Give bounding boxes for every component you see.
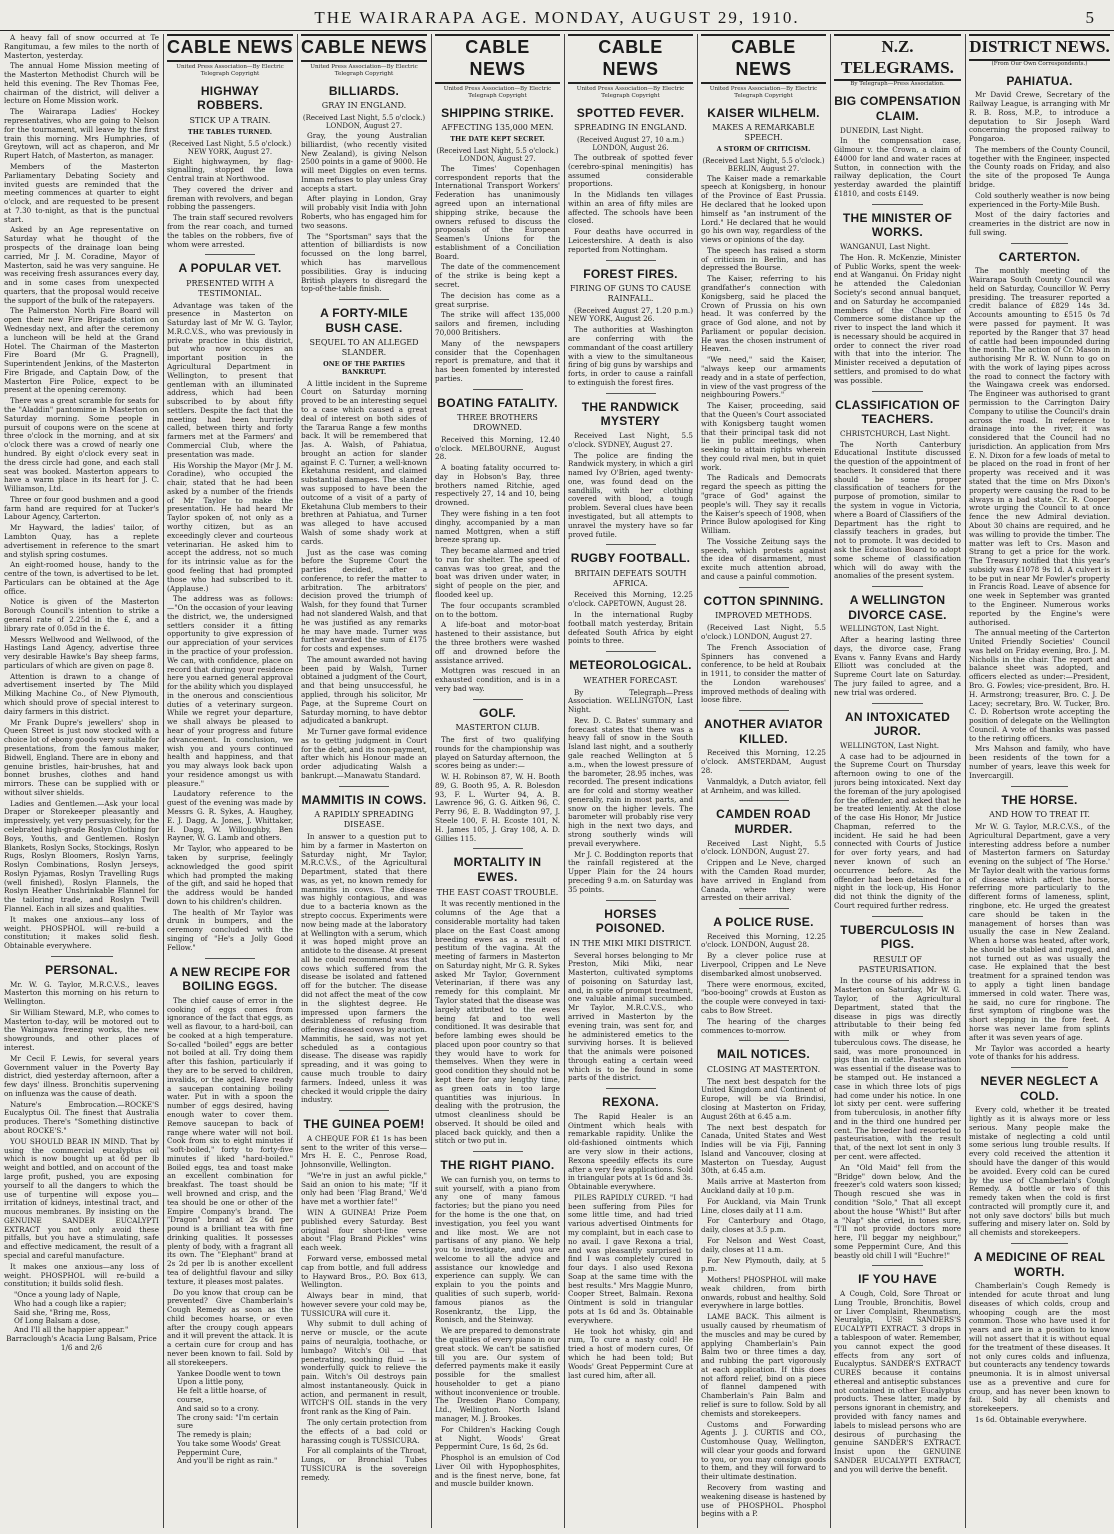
article-subheading: SPREADING IN ENGLAND. (574, 123, 687, 133)
article-dateline: (Received Last Night, 5.5 o'clock.) LONDON, August 27. (436, 146, 559, 164)
article-headline: AN INTOXICATED JUROR. (844, 709, 951, 739)
column-district-news (969, 34, 1110, 1528)
article-paragraph: The authorities at Washington are conferring with the commandant of the coast artillery with a view to the simultaneous firing of big guns by warships and forts, in order to cause a rainfall to extinguish the forest fires. (568, 325, 693, 387)
news-paragraph: Asked by an Age representative on Saturday what he thought of the prospects of the drainage loan being carried, Mr J. M. Coradine, Mayor of Masterton, said he was very sanguine. He was receiving fresh assurances every day, and in some cases from unexpected quarters, that the proposal would receive the support of the bulk of the ratepayers. (4, 225, 159, 305)
article-paragraph: For all complaints of the Throat, Lungs, or Bronchial Tubes TUSSICURA is the sovereign remedy. (301, 1446, 427, 1482)
column-cable-news-1 (167, 34, 293, 1528)
article-paragraph: Why submit to dull aching of nerve or muscle, or the acute pains of neuralgia, toothache, or lumbago? Witch's Oil — that penetrating, soothing fluid — is wonderfully quick to relieve the pain. Witch's Oil destroys pain almost instantaneously. Quick in action, and permanent in result, WITCH'S OIL stands in the very front rank as the King of Pain. (301, 1319, 427, 1417)
article-headline: KAISER WILHELM. (707, 105, 820, 120)
verse-line: And I'll all the happier appear." (14, 1325, 129, 1335)
article-paragraph: Phosphol is an emulsion of Cod Liver Oil with Hypophosphites, and is the finest nerve, bone, fat and muscle builder known. (435, 1453, 560, 1489)
section-separator (339, 1110, 389, 1111)
section-separator (1011, 1067, 1067, 1068)
article-paragraph: Received this Morning, 12.40 o'clock. MELBOURNE, August 28. (435, 434, 560, 462)
section-banner: CABLE NEWS (301, 34, 427, 62)
article-paragraph: The "Sportsman" says that the attention of billiardists is now focussed on the long barrel, which has marvellous possibilities. Gray is inducing British players to disregard the top-of-the-table finish. (301, 231, 427, 294)
section-separator (473, 389, 523, 390)
article-headline: BIG COMPENSATION CLAIM. (834, 94, 961, 123)
article-paragraph: They covered the driver and fireman with revolvers, and began robbing the passengers. (167, 184, 293, 212)
news-paragraph: Sir William Steward, M.P., who comes to Masterton to-day, will be motored out to the Waingawa freezing works, the new showgrounds, and other places of interest. (4, 1007, 159, 1052)
article-paragraph: Advantage was taken of the presence in Masterton on Saturday last of Mr W. G. Taylor, M.R.C.V.S., who was previously in private practice in this district, but who now occupies an important position in the Agricultural Department in Wellington, to present that gentleman with an illuminated address, which had been subscribed to by about fifty settlers. Despite the fact that the meeting had been hurriedly called, between thirty and forty farmers met at the Farmers' and Commercial Club, where the presentation was made. (167, 300, 293, 459)
article-paragraph: The Kaiser, proceeding, said that the Queen's Court associated with Konigsberg taught women that their principal task did not lie in public meetings, when seeking to attain rights wherein they could rival men, but in quiet work. (701, 401, 826, 472)
article-paragraph: W. H. Robinson 87, W. H. Booth 89, G. Booth 95, A. R. Bolesdon 93, F. L. Wurter 94, A. B. Lawrence 96, G. G. Aitken 96, C. Perry 96, E. B. Waddington 97, J. Steele 100, F. H. Ecoste 101, N. H. James 105, J. Gray 108, A. D. Gillies 115. (435, 772, 560, 843)
article-paragraph: After playing in London, Gray will probably visit India with John Roberts, who has engaged him for two seasons. (301, 194, 427, 230)
article-paragraph: Many of the newspapers consider that the Copenhagen report is premature, and that it has been fomented by interested parties. (435, 338, 560, 383)
verse-line: Upon a little pony, (177, 1377, 244, 1387)
article-paragraph: A boating fatality occurred to-day in Hobson's Bay, three brothers named Ritchie, aged respectively 27, 14 and 10, being drowned. (435, 463, 560, 508)
article-headline: FOREST FIRES. (583, 266, 678, 281)
verse-line: And said so to a crony. (177, 1403, 260, 1413)
article-paragraph: Received Last Night, 5.5 o'clock. SYDNEY, August 27. (568, 430, 693, 449)
article-paragraph: The annual meeting of the Carterton United Friendly Societies' Council was held on Friday evening, Bro. J. M. Nicholls in the chair. The report and balance sheet was adopted, and officers elected as under:—President, Bro. G. Fowles; vice-president, Bro. H. H. Armstrong; treasurer, Bro. C. J. De Lacey; secretary, Bro. W. Tucker, Bro. C. D. Robertson wrote accepting the position of delegate on the Wellington Council. A vote of thanks was passed to the retiring officers. (969, 628, 1110, 743)
article-paragraph: WELLINGTON, Last Night. (840, 740, 940, 750)
section-banner: CABLE NEWS (435, 34, 560, 84)
article-subheading: THREE BROTHERS DROWNED. (457, 413, 538, 433)
article-paragraph: The decision has come as a great surprise. (435, 290, 560, 309)
news-paragraph: Messrs Wellwood and Wellwood, of the Hastings Land Agency, advertise three very desirable Hawke's Bay sheep farms, particulars of which are given on page 8. (4, 634, 159, 670)
article-paragraph: Do you know that croup can be prevented? Give Chamberlain's Cough Remedy as soon as the child becomes hoarse, or even after the croupy cough appears and it will prevent the attack. It is a certain cure for croup and has never been known to fail. Sold by all storekeepers. (167, 1287, 293, 1367)
article-paragraph: DUNEDIN, Last Night. (840, 125, 924, 135)
article-paragraph: Just as the case was coming before the Supreme Court the parties decided, after a conference, to refer the matter to arbitration. The arbitrators' decision proved the triumph of Walsh, for they found that Turner had not slandered Walsh, and that he was justified as any remarks he may have made. Turner was further awarded the sum of £175 for costs and expenses. (301, 547, 427, 654)
verse-line: And you'll be right as rain." (177, 1456, 278, 1466)
article-paragraph: A little incident in the Supreme Court on Saturday morning proved to be an interesting sequel to a case which caused a great deal of interest on both sides of the Tararua Range a few months back. It will be remembered that Jas. A. Walsh, of Pahiatua, brought an action for slander against F. C. Turner, a well-known Eketahuna resident, and claimed substantial damages. The slander was supposed to have been the outcome of a visit of a party of Eketahuna Club members to their brethren at Pahiatua, and Turner was alleged to have accused Walsh of some shady work at cards. (301, 378, 427, 546)
article-subheading: IN THE MIKI MIKI DISTRICT. (569, 938, 692, 948)
article-paragraph: Received this Morning, 12.25 o'clock. CAPETOWN, August 28. (568, 590, 693, 609)
article-paragraph: The health of Mr Taylor was drunk in bumpers, and the ceremony concluded with the singing of "He's a Jolly Good Fellow." (167, 907, 293, 952)
section-separator (205, 254, 255, 255)
article-paragraph: The Vossiche Zeitung says the speech, which protests against the idea of disarmament, must excite much attention abroad, and cause a painful commotion. (701, 536, 826, 582)
article-paragraph: Chamberlain's Cough Remedy is intended for acute throat and lung diseases of which colds, croup and whooping cough are the most common. Those who have used it for years and are in a position to know will not assert that it is without equal for the treatment of these diseases. It not only cures colds and influenza, but counteracts any tendency towards pneumonia. It is in almost universal use as a preventive and cure for croup, and has never been known to fail. Sold by all chemists and storekeepers. (969, 1281, 1110, 1414)
article-headline: NEVER NEGLECT A COLD. (980, 1074, 1099, 1103)
section-banner: CABLE NEWS (167, 34, 293, 62)
article-paragraph: For Auckland, via Main Trunk Line, closes daily at 11 a.m. (701, 1196, 826, 1215)
verse-line: Yankee Doodle went to town (177, 1368, 281, 1378)
section-separator (739, 908, 789, 909)
section-separator (473, 1151, 523, 1152)
article-headline: THE RANDWICK MYSTERY (581, 399, 680, 429)
section-separator (606, 393, 656, 394)
article-paragraph: The French Association of Spinners has convened a conference, to be held at Roubaix in 1911, to consider the matter of the London warehouses' improved methods of dealing with loose fibre. (701, 642, 826, 705)
article-paragraph: The outbreak of spotted fever (cerebro-spinal meningitis) has assumed considerable proportions. (568, 152, 693, 189)
article-subheading: RESULT OF PASTEURISATION. (858, 954, 937, 974)
news-paragraph: The annual Home Mission meeting of the Masterton Methodist Church will be held this evening. The Rev Thomas Fee, chairman of the district, will deliver a lecture on Home Mission work. (4, 61, 159, 106)
article-paragraph: A CHEQUE FOR £1 1s has been sent to the writer of this verse—Mrs H. E. C., Penrose Road, Johnsonville, Wellington. (301, 1133, 427, 1170)
article-paragraph: In the course of his address in Masterton on Saturday, Mr W. G. Taylor, of the Agricultural Department, stated that the disease in pigs was directly attributable to their being fed with milk or whey from tuberculous cows. The disease, he said, was more pronounced in pigs than in cattle. Pasteurisation was essential if the disease was to be stamped out. He instanced a case in which three lots of pigs had come under his notice. In one lot sixty per cent. were suffering from tuberculosis, in another fifty and in the third one hundred per cent. The breeder had resorted to pasteurisation, with the result that, of the next lot sent in only 3 per cent. were affected. (834, 976, 961, 1162)
news-paragraph: Ladies and Gentlemen.—Ask your local Draper or Storekeeper pleasantly and impressively, yet very persuasively, for the celebrated high-grade Roslyn Clothing for Boys, Youths, and Gentlemen. Roslyn Blankets, Roslyn Socks, Stockings, Roslyn Rugs, Roslyn Bloomers, Roslyn Yarns, Roslyn Combinations, Roslyn Jerseys, Roslyn Pyjamas, Roslyn Travelling Rugs (well finished), Roslyn Flannels, the Roslyn Heather Unshrinkable Flannel for the tailoring trade, and Roslyn Twill Flannel. Each in all sizes and qualities. (4, 798, 159, 913)
article-paragraph: Customs and Forwarding Agents J. J. CURTIS and CO., Customhouse Quay, Wellington, will clear your goods and forward to you, or you may consign goods to them, and they will forward to their ultimate destination. (701, 1419, 826, 1482)
article-paragraph: The first of two qualifying rounds for the championship was played on Saturday afternoon, the scores being as under:— (435, 735, 560, 771)
section-separator (872, 703, 923, 704)
article-paragraph: WANGANUI, Last Night. (840, 242, 931, 252)
press-credit: United Press Association—By Electric Telegraph Copyright (176, 63, 284, 77)
article-paragraph: We can furnish you, on terms to suit yourself, with a piano from any one of many famous factories; but the piano you need for the home is the one that, on investigation, you feel you want and like most. We are not partisans of any piano. We help you to investigate, and you are welcome to all the advice and assistance our knowledge and experience can supply. We can explain to you the points and qualities of such superb, world-famous pianos as the Rosenkrantz, the Lipp, the Ronisch, and the Steinway. (435, 1174, 560, 1325)
section-separator (339, 299, 389, 300)
section-banner: CABLE NEWS (701, 34, 826, 84)
article-paragraph: The Kaiser made a remarkable speech at Konigsberg, in honour of the Province of East Prussia. He declared that he looked upon himself as "an instrument of the Lord." He declared that he would go his own way, regardless of the views or opinions of the day. (701, 173, 826, 245)
article-headline: THE MINISTER OF WORKS. (842, 210, 953, 240)
column-rule (297, 34, 298, 1528)
article-subheading: SEQUEL TO AN ALLEGED SLANDER. (309, 338, 419, 358)
column-rule (697, 34, 698, 1528)
article-paragraph: (Received Last Night, 5.5 o'clock.) LONDON, August 27. (701, 623, 826, 641)
article-subheading: MAKES A REMARKABLE SPEECH. (712, 123, 815, 142)
article-kicker: THE TABLES TURNED. (187, 127, 273, 136)
article-paragraph: Most of the dairy factories and creameries in the district are now in full swing. (969, 210, 1110, 237)
article-headline: THE HORSE. (1001, 792, 1078, 807)
article-paragraph: Recovery from wasting and weakening disease is hastened by use of PHOSPHOL. Phosphol begins with a P. (701, 1483, 826, 1519)
article-dateline: (Received August 27, 10 a.m.) LONDON, August 26. (577, 135, 684, 153)
article-headline: A POPULAR VET. (178, 261, 282, 276)
article-paragraph: Four deaths have occurred in Leicestershire. A death is also reported from Nottingham. (568, 227, 693, 254)
verse-line: The crony said: "I'm certain sure (177, 1412, 279, 1431)
section-banner: N.Z. TELEGRAMS. (834, 34, 961, 81)
article-paragraph: WIN A GUINEA! Prize Poem published every Saturday. Best original four short-line verse about "Flag Brand Pickles" wins each week. (301, 1208, 427, 1253)
article-paragraph: After a hearing lasting three days, the divorce case, Frang Evans v. Fanny Evans and Hardy Elliott was concluded at the Supreme Court late on Saturday. The jury failed to agree, and a new trial was ordered. (834, 635, 961, 697)
article-dateline: (Received Last Night, 5.5 o'clock.) NEW YORK, August 27. (168, 139, 292, 157)
article-subheading: CLOSING AT MASTERTON. (706, 1064, 821, 1074)
news-paragraph: The Palmerston North Fire Board will open their new Fire Brigade station on Wednesday next, and after the ceremony a luncheon will be held at the Grand Hotel. The Chairman of the Masterton Fire Board (Mr G. Pragnell), Superintendent Jenkins, of the Masterton Fire Brigade, and Captain Dow, of the Masterton Fire Police, expect to be present at the opening ceremony. (4, 306, 159, 395)
section-banner: DISTRICT NEWS. (969, 34, 1110, 61)
masthead-title: THE WAIRARAPA AGE. MONDAY, AUGUST 29, 1910. (314, 8, 800, 27)
news-paragraph: Attention is drawn to a change of advertisement inserted by The Mild Milking Machine Co., of New Plymouth, which should prove of special interest to dairy farmers in this district. (4, 671, 159, 716)
section-separator (1011, 1243, 1067, 1244)
section-banner: CABLE NEWS (568, 34, 693, 84)
section-separator (473, 699, 523, 700)
article-paragraph: Every cold, whether it be treated lightly as it is always more or less serious. Many people make the mistake of neglecting a cold until some serious lung trouble results. If every cold received the attention it should have the danger of this would be avoided. Every cold can be cured by the use of Chamberlain's Cough Remedy. A bottle or two of this remedy taken when the cold is first contracted will promptly cure it, and not only save doctors' bills but much suffering and misery later on. Sold by all chemists and storekeepers. (969, 1105, 1110, 1238)
news-paragraph: Mr Cecil F. Lewis, for several years Government valuer in the Poverty Bay district, died yesterday afternoon, after a few days' illness. Bronchitis supervening on influenza was the cause of death. (4, 1053, 159, 1098)
article-paragraph: Received this Morning, 12.25 o'clock. LONDON, August 28. (701, 931, 826, 950)
article-kicker: A STORM OF CRITICISM. (716, 144, 811, 153)
article-headline: IF YOU HAVE (858, 1272, 937, 1287)
article-paragraph: The four occupants scrambled on to the bottom. (435, 600, 560, 619)
article-paragraph: The next best despatch for the United Kingdom and Continent of Europe, will be via Brindisi, closing at Masterton on Friday, August 26th at 6.45 a.m. (701, 1076, 826, 1121)
column-rule (965, 34, 966, 1528)
article-headline: METEOROLOGICAL. (569, 658, 692, 673)
section-separator (1011, 243, 1067, 244)
article-paragraph: The date of the commencement of the strike is being kept a secret. (435, 262, 560, 290)
verse (167, 1370, 293, 1467)
article-paragraph: Gray, the young Australian billiardist, (who recently visited New Zealand), is giving Nelson 2500 points in a game of 9000. He will meet Diggles on even terms. Inman refuses to play unless Gray accepts a start. (301, 131, 427, 193)
column-local-notes (4, 34, 159, 1528)
article-paragraph: Mr Turner gave formal evidence as to getting judgment in Court for the debt, and its non-payment, after which his Honour made an order adjudicating Walsh a bankrupt.—Manawatu Standard. (301, 727, 427, 781)
article-headline: COTTON SPINNING. (703, 593, 824, 608)
article-paragraph: Eight highwaymen, by flag-signalling, stopped the Iowa Central train at Northwood. (167, 156, 293, 184)
article-headline: BILLIARDS. (328, 83, 400, 98)
article-subheading: WEATHER FORECAST. (583, 675, 678, 685)
article-paragraph: By a clever police ruse at Liverpool, Crippen and Le Neve disembarked almost unobserved. (701, 951, 826, 978)
article-subheading: PRESENTED WITH A TESTIMONIAL. (186, 279, 274, 298)
column-nz-telegrams (834, 34, 961, 1528)
article-subheading: IMPROVED METHODS. (715, 611, 812, 621)
article-headline: SHIPPING STRIKE. (441, 105, 554, 120)
article-paragraph: Laudatory reference to the guest of the evening was made by Messrs G. R. Sykes, A. Haughey, E. J. Dagg, A. Jones, J. Whittaker, H. Dagg, W. Willoughby, Ben Rayner, W. G. Lamb and others. (167, 789, 293, 843)
article-paragraph: Received this Morning, 12.25 o'clock. AMSTERDAM, August 28. (701, 748, 826, 776)
article-paragraph: For Nelson and West Coast, daily, closes at 11 a.m. (701, 1235, 826, 1254)
article-paragraph: Mr Taylor was accorded a hearty vote of thanks for his address. (969, 1043, 1110, 1062)
section-separator (872, 916, 923, 917)
press-credit: United Press Association—By Electric Telegraph Copyright (310, 63, 418, 77)
article-paragraph: It was recently mentioned in the columns of the Age that a considerable mortality had taken place on the East Coast among breeding ewes as a result of pestitum of the vagina. At the meeting of farmers in Masterton on Saturday night, Mr G. R. Sykes asked Mr Taylor, Government Veterinarian, if there was any remedy for this complaint. Mr Taylor stated that the disease was largely attributed to the ewes being fat and too well conditioned. It was desirable that before lambing ewes should be placed upon poor country so that they would have to work for themselves. When they were in good condition they should not be kept there for any lengthy time, as green oats in too large quantities was injurious. In dealing with the protrusion, the utmost cleanliness should be observed. It should be oiled and placed back quickly, and then a stitch or two put in. (435, 899, 560, 1146)
article-headline: RUGBY FOOTBALL. (570, 551, 691, 566)
column-rule (830, 34, 831, 1528)
section-separator (739, 800, 789, 801)
article-headline: A MEDICINE OF REAL WORTH. (973, 1250, 1106, 1279)
verse-line: The remedy is plain; (177, 1430, 252, 1440)
article-headline: THE RIGHT PIANO. (440, 1158, 555, 1173)
press-credit: (From Our Own Correspondents.) (991, 60, 1088, 67)
press-credit: United Press Association—By Electric Telegraph Copyright (576, 85, 685, 99)
article-headline: HIGHWAY ROBBERS. (197, 83, 263, 113)
article-paragraph: He took hot whisky, gin and rum, To cure a nasty cold! He tried a host of modern cures, Of which he had been told; But Woods' Great Peppermint Cure at last cured him, after all. (568, 1326, 693, 1380)
article-paragraph: The Radicals and Democrats regard the speech as pitting the "grace of God" against the people's will. They say it recalls the Kaiser's speech of 1908, when Prince Bulow apologised for King William. (701, 473, 826, 536)
article-paragraph: The hearing of the charges commences to-morrow. (701, 1016, 826, 1035)
section-separator (872, 204, 923, 205)
article-paragraph: Mails arrive at Masterton from Auckland daily at 10 p.m. (701, 1177, 826, 1196)
article-headline: SPOTTED FEVER. (576, 105, 685, 120)
article-headline: A POLICE RUSE. (713, 915, 814, 930)
article-paragraph: A life-boat and motor-boat hastened to their assistance, but the three brothers were washed off and drowned before the assistance arrived. (435, 620, 560, 665)
article-paragraph: In the compensation case, Gilmour v. the Crown, a claim of £4000 for land and water races at Sutton, in connection with the railway deplication, the Court yesterday awarded the plaintiff £1810, and costs £149. (834, 136, 961, 198)
article-paragraph: Mottgren was rescued in an exhausted condition, and is in a very bad way. (435, 666, 560, 693)
article-paragraph: A Cough, Cold, Sore Throat or Lung Trouble, Bronchitis, Bowel or Liver Complaint, Rheumatism, Neuralgia, USE SANDERS'S EUCALYPTI EXTRACT. 3 drops in a tablespoon of water. Remember, you cannot expect the good effects from any sort of Eucalyptus. SANDER'S EXTRACT CURES because it contains ethereal and antiseptic substances not contained in other Eucalyptus products. These latter, made by persons ignorant in chemistry, and provided with fancy names and labels to mislead persons who are desirous of purchasing the genuine SANDER'S EXTRACT. Insist upon the GENUINE SANDER EUCALYPTI EXTRACT, and you will derive the benefit. (834, 1289, 961, 1474)
press-credit: By Telegraph—Press Association. (850, 81, 945, 88)
article-paragraph: The only certain protection from the effects of a bad cold or harassing cough is TUSSICURA. (301, 1418, 427, 1445)
press-credit: United Press Association—By Electric Telegraph Copyright (443, 85, 552, 99)
article-paragraph: A case had to be adjourned in the Supreme Court on Thursday afternoon owing to one of the jurors being intoxicated. Next day the foreman of the jury apologised for the offender, and asked that he be treated leniently. At the close of the case His Honor, Mr Justice Chapman, referred to the incident. He said he had been connected with Courts of Justice for over forty years, and had never known of such an occurrence before. As the offender had been detained for a night in the lock-up, His Honor did not think the dignity of the Court required further redress. (834, 751, 961, 910)
article-paragraph: The train staff secured revolvers from the rear coach, and turned the tables on the robbers, five of whom were arrested. (167, 213, 293, 249)
article-headline: GOLF. (479, 705, 516, 720)
article-paragraph: Mr Taylor, who appeared to be taken by surprise, feelingly acknowledged the good spirit which had prompted the making of the gift, and said he hoped that the address would be handed down to his children's children. (167, 844, 293, 906)
article-subheading: STICK UP A TRAIN. (189, 115, 271, 125)
section-separator (339, 786, 389, 787)
article-subheading: FIRING OF GUNS TO CAUSE RAINFALL. (569, 284, 692, 303)
section-separator (606, 260, 656, 261)
section-separator (205, 958, 255, 959)
article-paragraph: Rev. D. C. Bates' summary and forecast states that there was a heavy fall of snow in the South Island last night, and a southerly gale reached Wellington at 5 a.m., when the lowest pressure of the barometer, 28.95 inches, was recorded. The present indications are for cold and stormy weather generally, rain in most parts, and snow on the higher levels. The barometer will probably rise very high in the next two days, and strong southerly winds will prevail everywhere. (568, 715, 693, 848)
article-subheading: THE EAST COAST TROUBLE. (436, 887, 559, 897)
article-subheading: GRAY IN ENGLAND. (321, 101, 407, 111)
article-dateline: (Received Last Night, 5.5 o'clock.) LONDON, August 27. (302, 113, 426, 131)
article-paragraph: Several horses belonging to Mr Preston, Miki Miki, near Masterton, cultivated symptoms of poisoning on Saturday last, and, in spite of prompt treatment, one valuable animal succumbed. Mr Taylor, M.R.C.V.S., who arrived in Masterton by the evening train, was sent for, and he administered emetics to the surviving horses. It is believed that the animals were poisoned through eating a certain weed which is to be found in some parts of the district. (568, 950, 693, 1083)
article-paragraph: The members of the County Council, together with the Engineer, inspected the County roads on Friday, and also the site of the proposed Te Aunga bridge. (969, 144, 1110, 189)
verse-line: "Once a young lady of Naple, (14, 1290, 121, 1300)
press-credit: United Press Association—By Electric Telegraph Copyright (709, 85, 818, 99)
article-paragraph: The next best despatch for Canada, United States and West Indies will be via Fiji, Fanning Island and Vancouver, closing at Masterton on Tuesday, August 30th, at 6.45 a.m. (701, 1122, 826, 1176)
column-cable-news-4 (568, 34, 693, 1528)
section-separator (606, 900, 656, 901)
article-subheading: AFFECTING 135,000 MEN. (441, 123, 554, 133)
article-paragraph: We are prepared to demonstrate the qualities of every piano in our great stock. We can't be satisfied till you are. Our system of deferred payments make it easily possible for the smallest householder to get a piano without inconvenience or trouble. The Dresden Piano Company, Ltd., Wellington. North Island manager, M. J. Brookes. (435, 1326, 560, 1423)
column-cable-news-3 (435, 34, 560, 1528)
section-separator (606, 651, 656, 652)
article-paragraph: The police are finding the Randwick mystery, in which a girl named Ivy O'Brien, aged twenty-one, was found dead on the sandhills, with her clothing covered with blood, a tough problem. Several clues have been investigated, but all attempts to unravel the mystery have so far proved futile. (568, 450, 693, 539)
section-separator (872, 586, 923, 587)
section-separator (606, 1088, 656, 1089)
article-paragraph: Cold southerly weather is now being experienced in the Forty-Mile Bush. (969, 190, 1110, 209)
news-paragraph: An eight-roomed house, handy to the centre of the town, is advertised to be let. Particulars can be obtained at the Age office. (4, 560, 159, 596)
article-paragraph: The speech has raised a storm of criticism in Berlin, and has depressed the Bourse. (701, 245, 826, 273)
section-separator (606, 544, 656, 545)
article-headline: THE GUINEA POEM! (303, 1117, 425, 1132)
news-paragraph: YOU SHOULD BEAR IN MIND. That by using the commercial eucalyptus oil which is now bought up at 6d per lb weight and bottled, and on account of the large profit, pushed, you are exposing yourself to all the dangers to which the use of turpentine will expose you—irritation of kidneys, intestinal tract, and mucous membranes. By insisting on the GENUINE SANDER EUCALYPTI EXTRACT you not only avoid these pitfalls, but you have a stimulating, safe and effective medicament, the result of a special and careful manufacture. (4, 1136, 159, 1260)
article-paragraph: The Rapid Healer is an Ointment which heals with remarkable rapidity. Unlike the old-fashioned ointments which are very slow in their actions, Rexona speedily effects its cure after a very few applications. Sold in triangular pots at 1s 6d and 3s. Obtainable everywhere. (568, 1111, 693, 1192)
section-headline: PERSONAL. (45, 962, 118, 977)
article-paragraph: Mr J. C. Boddington reports that the rainfall registered at the Upper Plain for the 24 hours preceding 9 a.m. on Saturday was 35 points. (568, 849, 693, 894)
article-paragraph: By Telegraph—Press Association. WELLINGTON, Last Night. (568, 687, 693, 715)
news-paragraph: Nature's Embrocation.—ROCKE'S Eucalyptus Oil. The finest that Australia produces. There's "Something distinctive about ROCKE'S." (4, 1099, 159, 1136)
article-paragraph: Mothers! PHOSPHOL will make weak children, from birth onwards, robust and healthy. Sold everywhere in large bottles. (701, 1275, 826, 1311)
article-paragraph: His Worship the Mayor (Mr J. M. Coradine), who occupied the chair, stated that he had been asked by a number of the friends of Mr Taylor to make the presentation. He had heard Mr Taylor spoken of, not only as a worthy citizen, but as an exceedingly clever and courteous veterinarian. He asked him to accept the address, not so much for its intrinsic value as for the good feeling that had prompted those who had subscribed to it. (Applause.) (167, 460, 293, 593)
article-paragraph: For Children's Hacking Cough at Night, Woods' Great Peppermint Cure, 1s 6d, 2s 6d. (435, 1424, 560, 1452)
article-paragraph: LAME BACK. This ailment is usually caused by rheumatism of the muscles and may be cured by applying Chamberlain's Pain Balm two or three times a day, and rubbing the part vigorously at each application. If this does not afford relief, bind on a piece of flannel dampened with Chamberlain's Pain Balm and relief is sure to follow. Sold by all chemists and storekeepers. (701, 1312, 826, 1418)
article-paragraph: Mr David Crewe, Secretary of the Railway League, is arranging with Mr R. B. Ross, M.P., to introduce a deputation to Sir Joseph Ward concerning the proposed railway to Pongaroa. (969, 90, 1110, 144)
article-paragraph: They were fishing in a ten foot dinghy, accompanied by a man named Mottgren, when a stiff breeze sprang up. (435, 509, 560, 545)
news-paragraph: Three or four good bushmen and a good farm hand are required for at Tucker's Labour Agency, Carterton. (4, 494, 159, 522)
article-headline: ANOTHER AVIATOR KILLED. (704, 717, 823, 746)
article-paragraph: In answer to a question put to him by a farmer in Masterton on Saturday night, Mr Taylor, M.R.C.V.S., of the Agricultural Department, stated that there was, as yet, no known remedy for mammitis in cows. The disease was highly contagious, and was due to a bacteria known as the strepto coccus. Experiments were now being made at the laboratory at Wellington with a serum, which it was hoped might prove an antidote to the disease. At present all he could recommend was that cows which suffered from the disease be isolated and fattened off for the butcher. The disease did not affect the meat of the cow in the slightest degree. He impressed upon farmers the desirableness of refusing from offering diseased cows by auction. Mammitis, he said, was not yet scheduled as a contagious disease. The disease was rapidly spreading, and it was going to cause much trouble to dairy farmers. Indeed, unless it was checked it would cripple the dairy industry. (301, 831, 427, 1105)
article-paragraph: "We're in just an awful pickle," Said an onion to his mate; "If it only had been 'Flag Brand,' We'd have met a worthier fate!" (301, 1170, 427, 1207)
verse-line: You take some Woods' Great Peppermint Cure, (177, 1438, 281, 1457)
column-cable-news-5 (701, 34, 826, 1528)
article-paragraph: They became alarmed and tried to run for shelter. The speed of canvas was too great, and the boat was driven under water, in sight of people on the pier, and flooded keel up. (435, 546, 560, 600)
news-paragraph: Mr Hayward, the ladies' tailor, of Lambton Quay, has a replete advertisement in reference to the smart and stylish spring costumes. (4, 523, 159, 559)
article-paragraph: Mr W. G. Taylor, M.R.C.V.S., of the Agricultural Department, gave a very interesting address before a number of Masterton farmers on Saturday evening on the subject of 'The Horse.' Mr Taylor dealt with the various forms of disease which affect the horse, referring more particularly to the different forms of lameness, splint, ringbone, etc. He urged the greatest care should be taken in the management of horses than was usually the case in New Zealand. When a horse was heated, after work, he should be stabled and rugged, and not turned out as was usually the case. He explained that the best treatment for a sprained tendon was to apply a tight linen bandage immersed in cold water. There was, he said, no cure for ringbone. The first symptom of ringbone was the short stepping in the fore feet. A horse was never lame from splints after it was seven years of age. (969, 821, 1110, 1042)
article-headline: TUBERCULOSIS IN PIGS. (840, 922, 955, 952)
article-paragraph: For Canterbury and Otago, daily, closes at 3.5 p.m. (701, 1216, 826, 1235)
article-paragraph: "We need," said the Kaiser, "always keep our armaments ready and in a state of perfection, in view of the vast progress of the neighbouring Powers." (701, 355, 826, 400)
article-kicker: THE DATE KEPT SECRET. (450, 134, 545, 143)
article-subheading: AND HOW TO TREAT IT. (989, 810, 1090, 820)
section-separator (739, 1040, 789, 1041)
article-headline: MAMMITIS IN COWS. (301, 792, 427, 807)
article-headline: PAHIATUA. (1006, 73, 1073, 88)
article-paragraph: The chief cause of error in the cooking of eggs comes from ignorance of the fact that eggs, as well as flavour, to a hard-boil, can be cooked at a high temperature. So-called "boiled" eggs are better not boiled at all. Try doing them after this fashion, particularly if they are to be served to children, invalids, or the aged. Have ready a saucepan containing boiling water. Put in with a spoon the number of eggs desired, having enough water to cover them. Remove saucepan to back of range where water will not boil. Cook from six to eight minutes if "soft-boiled," forty to forty-five minutes if liked "hard-boiled." Boiled eggs, tea and toast make an excellent combination for breakfast. The toast should be well browned and crisp, and the tea should be one or other of the Empire Company's brand. The "Dragon" brand at 2s 6d per pound is a brilliant tea with fine drinking qualities. It possesses plenty of body, with a fragrant all its own. The "Elephant" brand at 2s 2d per lb is another excellent tea of delightful flavour and silky texture, it pleases most palates. (167, 995, 293, 1286)
article-paragraph: PILES RAPIDLY CURED. "I had been suffering from Piles for some little time, and had tried various advertised Ointments for my complaint, but in each case to no avail. I gave Rexona a trial, and was pleasantly surprised to find I was completely cured in four days. I also used Rexona Soap at the same time with the best results." Mrs Maggie Munro, Cooper Street, Balmain. Rexona Ointment is sold in triangular pots at 1s 6d and 3s. Obtainable everywhere. (568, 1192, 693, 1325)
article-dateline: (Received Last Night, 5.5 o'clock.) BERLIN, August 27. (702, 156, 825, 174)
article-headline: HORSES POISONED. (595, 906, 666, 936)
masthead (0, 0, 1114, 31)
column-rule (431, 34, 432, 1528)
news-paragraph: It makes one anxious—any loss of weight. PHOSPHOL will re-build a constitution; it builds solid flesh. (4, 1261, 159, 1289)
article-subheading: BRITAIN DEFEATS SOUTH AFRICA. (574, 568, 687, 588)
article-kicker: ONE OF THE PARTIES BANKRUPT. (323, 359, 405, 376)
verse-line: Who had a cough like a rapier; (14, 1298, 127, 1308)
section-separator (739, 710, 789, 711)
column-rule (564, 34, 565, 1528)
article-paragraph: The monthly meeting of the Wairarapa South County Council was held on Saturday, Councillor W. Perry presiding. The treasurer reported a credit balance of £829 14s 3d. Accounts amounting to £515 0s 7d were passed for payment. It was reported by the Ranger that 37 head of cattle had been impounded during the month. The action of Cr. Mason in authorising Mr R. W. Nunn to go on with the work of laying pipes across the road to connect the factory with the Waingawa creek was endorsed. The Engineer was authorised to grant permission to the Carrington Dairy Company to utilise the Council's drain across the road. In reference to drainage into the river, it was considered that the Council had no jurisdiction. An application from Mrs E. N. Dixon for a few loads of metal to be placed on the road in front of her property was received and it was stated that the time on Mrs Dixon's property were causing the road to be always in a bad state. Cr. R. Cooper wrote urging the Council to at once fence the new Admiral deviation. About 30 chains are required, and he was willing to provide the timber. The matter was left to Crs. Mason and Strang to get a price for the work. The Treasury notified that this year's subsidy was £1078 9s 1d. A culvert is to be put in near Mr Fowler's property in Francis Road. Leave of absence for one week in September was granted to the Engineer. Numerous works reported by the Engine's were authorised. (969, 266, 1110, 627)
verse-line: He felt a little hoarse, of course, (177, 1386, 267, 1404)
news-paragraph: Mr. W. G. Taylor, M.R.C.V.S., leaves Masterton this morning on his return to Wellington. (4, 979, 159, 1007)
verse (4, 1291, 159, 1335)
news-paragraph: Mr Frank Dupre's jewellers' shop in Queen Street is just now stocked with a choice lot of ebony goods very suitable for presentations, from the famous maker, Bidwell, England. There are in ebony and genuine bristles, hair-brushes, hat and bonnet brushes, clothes and hand mirrors. These can be supplied with or without silver shields. (4, 717, 159, 797)
article-paragraph: 1s 6d. Obtainable everywhere. (975, 1415, 1087, 1425)
section-separator (739, 587, 789, 588)
article-headline: A WELLINGTON DIVORCE CASE. (848, 593, 947, 622)
article-paragraph: The Hon. R. McKenzie, Minister of Public Works, spent the week-end at Wanganui. On Friday night he attended the Caledonian Society's second annual banquet, and on Saturday he accompanied members of the Chamber of Commerce some distance up the river to inspect the land which it is necessary should be acquired in order to connect the river road with that into the interior. The Minister received a deputation of settlers, and promised to do what was possible. (834, 252, 961, 385)
article-subheading: MASTERTON CLUB. (455, 723, 540, 733)
article-paragraph: Always bear in mind, that however severe your cold may be, TUSSICURA will cure it. (301, 1291, 427, 1318)
article-headline: CAMDEN ROAD MURDER. (716, 807, 811, 836)
news-paragraph: The Wairarapa Ladies' Hockey representatives, who are going to Nelson for the tournament, will leave by the first train this morning. Mrs Humphries, of Greytown, will act as chaperon, and Mr Rupert Hatch, of Masterton, as manager. (4, 107, 159, 161)
column-cable-news-2 (301, 34, 427, 1528)
article-headline: MORTALITY IN EWES. (453, 855, 542, 885)
article-paragraph: The Times' Copenhagen correspondent reports that the International Transport Workers' Federation has unanimously agreed upon an international shipping strike, because the owners refused to discuss the proposals of the European Seamen's Unions for the establishment of a Conciliation Board. (435, 163, 560, 261)
article-paragraph: An "Old Maid" fell from the "Bridge" down below, And the freezer's cold waters soon kissed; Though rescued she was in condition "Solo," That all except about the house "Whist!" But after a "Nap" she cried, in tones sure, "I'll not provide doctors more here, I'll beggar my neighbour," some Peppermint Cure, And this beastly old chill I will "Euchre!" (834, 1162, 961, 1260)
news-paragraph: There was a great scramble for seats for the "Aladdin" pantomime in Masterton on Saturday morning. Some people in pursuit of coupons were on the scene at three o'clock in the morning, and at six o'clock there was a crowd of nearly one hundred. By eight o'clock every seat in the dress circle had gone, and each stall seat was booked. Masterton appears to have a warm place in its heart for J. C. Williamson, Ltd. (4, 396, 159, 494)
section-separator (1011, 786, 1067, 787)
article-paragraph: There were enormous, excited, "boo-booing" crowds at Euston as the couple were conveyed in taxi-cabs to Bow Street. (701, 979, 826, 1015)
article-paragraph: Mrs Mahson and family, who have been residents of the town for a number of years, leave this week for Invercargill. (969, 744, 1110, 780)
news-paragraph: Members of the Masterton Parliamentary Debating Society and invited guests are reminded that the meeting commences at quarter to eight o'clock, and are requested to be present at 7.30 to-night, as that is the punctual start. (4, 161, 159, 224)
verse-line: Of Long Balsam a dose, (14, 1316, 101, 1326)
article-paragraph: The amount awarded not having been paid by Walsh, Turner obtained a judgment of the Court, and that being unsuccessful, he applied, through his solicitor, Mr Page, at the Supreme Court on Saturday morning, to have debtor adjudicated a bankrupt. (301, 654, 427, 726)
advert-footer: Barraclough's Acacia Lung Balsam, Price 1/6 and 2/6 (6, 1334, 157, 1352)
section-separator (872, 391, 923, 392)
article-paragraph: Received Last Night, 5.5 o'clock. LONDON, August 27. (701, 838, 826, 857)
article-headline: CARTERTON. (998, 249, 1081, 264)
article-headline: BOATING FATALITY. (437, 395, 558, 410)
news-paragraph: A heavy fall of snow occurred at Te Rangitumau, a few miles to the north of Masterton, yesterday. (4, 34, 159, 60)
page-number: 5 (1085, 8, 1094, 27)
article-paragraph: In the Midlands ten villages within an area of fifty miles are affected. The schools have been closed. (568, 190, 693, 226)
section-separator (473, 848, 523, 849)
article-paragraph: (Received August 27, 1.20 p.m.) NEW YORK, August 26. (568, 305, 693, 324)
article-paragraph: Vanmaldyk, a Dutch aviator, fell at Arnheim, and was killed. (701, 776, 826, 795)
article-paragraph: CHRISTCHURCH, Last Night. (840, 428, 951, 438)
article-subheading: A RAPIDLY SPREADING DISEASE. (314, 810, 414, 830)
article-headline: REXONA. (602, 1095, 659, 1110)
column-rule (163, 34, 164, 1528)
article-paragraph: Crippen and Le Neve, charged with the Camden Road murder, have arrived in England from Canada, where they were arrested on their arrival. (701, 858, 826, 903)
section-separator (51, 956, 113, 957)
section-separator (872, 1265, 923, 1266)
news-paragraph: Notice is given of the Masterton Borough Council's intention to strike a general rate of 2.25d in the £, and a library rate of 0.05d in the £. (4, 597, 159, 633)
article-paragraph: The North Canterbury Educational Institute discussed the question of the appointment of teachers. It considered that there should be some proper classification of teachers for the purpose of promotion, similar to the system in vogue in Victoria, where a Board of Classifiers of the Department has the right to classify teachers in grades, but not to promote. It was decided to ask the Education Board to adopt some scheme of classification which will do away with the anomalies of the present system. (834, 439, 961, 581)
article-paragraph: For New Plymouth, daily, at 5 p.m. (701, 1255, 826, 1274)
news-paragraph: It makes one anxious—any loss of weight. PHOSPHOL will re-build a constitution; it makes solid flesh. Obtainable everywhere. (4, 914, 159, 951)
article-paragraph: In the international Rugby football match yesterday, Britain defeated South Africa by eight points to three. (568, 610, 693, 646)
article-headline: A NEW RECIPE FOR BOILING EGGS. (169, 964, 291, 994)
article-headline: CLASSIFICATION OF TEACHERS. (835, 397, 960, 427)
verse-line: Said she, "Bring me, Ross, (14, 1307, 111, 1317)
article-paragraph: The address was as follows:—"On the occasion of your leaving the district, we, the undersigned settlers consider it a fitting opportunity to give expression of our appreciation of your services in the practice of your profession. We can, with confidence, place on record that during your residence here you earned general approval for the ability which you displayed in the onerous and conscientious duties of a veterinary surgeon. While we regret your departure, we shall always be pleased to hear of your progress and future advancement. In conclusion, we wish you and yours continued health and happiness, and that you may always look back upon your residence amongst us with pleasure." (167, 594, 293, 788)
article-paragraph: The strike will affect 135,000 sailors and firemen, including 70,000 Britishers. (435, 310, 560, 337)
article-headline: MAIL NOTICES. (716, 1047, 810, 1062)
article-paragraph: WELLINGTON, Last Night. (840, 624, 940, 634)
article-paragraph: Forward verse, embossed metal cap from bottle, and full address to Hayward Bros., P.O. Box 613, Wellington. (301, 1253, 427, 1290)
article-paragraph: The Kaiser, referring to his grandfather's connection with Konigsberg, said he placed the Crown of Prussia on his own head. It was conferred by the grace of God alone, and not by Parliament or popular decision. He was the chosen instrument of Heaven. (701, 274, 826, 354)
article-headline: A FORTY-MILE BUSH CASE. (320, 306, 408, 335)
